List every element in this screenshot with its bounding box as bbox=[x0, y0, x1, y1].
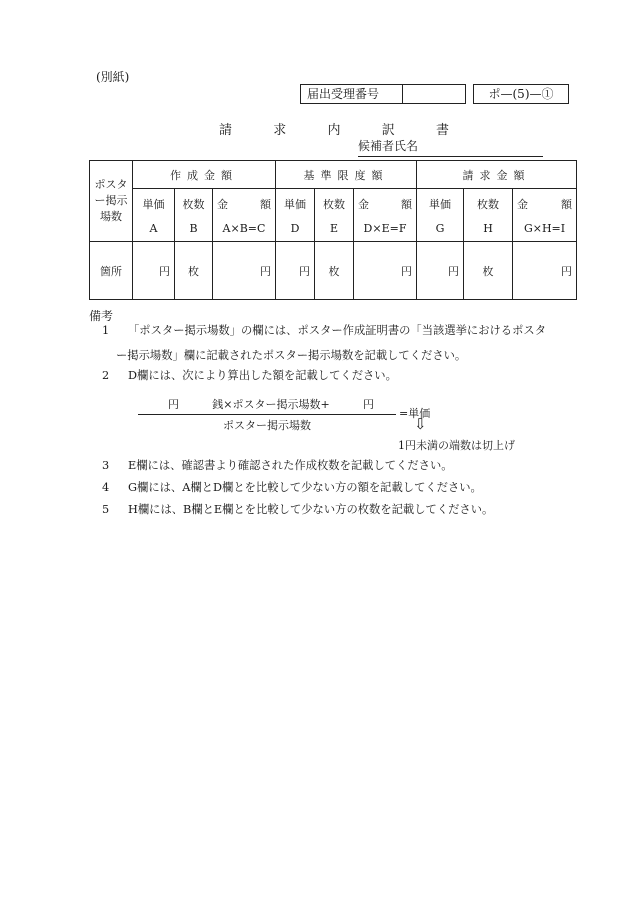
entry-cell-g[interactable]: 円 bbox=[417, 242, 464, 300]
title-char: 書 bbox=[435, 123, 449, 138]
subheader-top: 単価 bbox=[142, 197, 165, 211]
entry-cell-f[interactable]: 円 bbox=[354, 242, 417, 300]
subheader-top: 金 bbox=[517, 197, 529, 211]
subheader-bottom: D bbox=[290, 221, 300, 235]
rounding-note: 1円未満の端数は切上げ bbox=[398, 439, 515, 452]
title-char: 訳 bbox=[381, 123, 395, 138]
entry-cell-c[interactable]: 円 bbox=[213, 242, 276, 300]
subheader-bottom: B bbox=[189, 221, 198, 235]
group-claim-amount: 請求金額 bbox=[417, 161, 577, 189]
subheader-bottom: H bbox=[483, 221, 493, 235]
title-char: 内 bbox=[327, 123, 341, 138]
note-text: E欄には、確認書より確認された作成枚数を記載してください。 bbox=[128, 459, 453, 472]
subheader-cell bbox=[464, 189, 513, 242]
subheader-top: 枚数 bbox=[323, 197, 345, 211]
form-code-box: ポ—(5)—① bbox=[473, 84, 569, 104]
title-char: 求 bbox=[273, 123, 287, 138]
subheader-bottom: D×E=F bbox=[363, 221, 407, 235]
subheader-top: 額 bbox=[260, 197, 271, 211]
down-arrow-icon: ⇩ bbox=[414, 415, 427, 433]
notes-heading: 備考 bbox=[89, 309, 114, 323]
subheader-cell bbox=[315, 189, 354, 242]
row-header-line: 場数 bbox=[100, 210, 122, 223]
note-number: 1 bbox=[102, 324, 110, 337]
formula-denominator: ポスター掲示場数 bbox=[223, 419, 311, 432]
row-header-line: ー掲示 bbox=[94, 194, 128, 207]
entry-cell-b[interactable]: 枚 bbox=[175, 242, 213, 300]
note-continuation: ー掲示場数」欄に記載されたポスター掲示場数を記載してください。 bbox=[116, 349, 467, 362]
subheader-top: 額 bbox=[401, 197, 413, 211]
document-title bbox=[219, 119, 449, 138]
entry-cell-i[interactable]: 円 bbox=[513, 242, 577, 300]
subheader-top: 単価 bbox=[429, 197, 452, 211]
subheader-bottom: A bbox=[149, 221, 158, 235]
note-text: 「ポスター掲示場数」の欄には、ポスター作成証明書の「当該選挙におけるポスタ bbox=[128, 324, 546, 337]
note-number: 4 bbox=[102, 481, 110, 494]
unit-price-formula bbox=[138, 396, 396, 433]
note-item bbox=[102, 325, 546, 336]
subheader-cell bbox=[133, 189, 175, 242]
formula-result: =単価 bbox=[399, 407, 431, 420]
entry-cell-d[interactable]: 円 bbox=[276, 242, 315, 300]
note-item bbox=[102, 482, 482, 493]
note-item bbox=[102, 460, 453, 471]
group-standard-limit: 基準限度額 bbox=[276, 161, 417, 189]
subheader-bottom: A×B=C bbox=[222, 221, 266, 235]
row-header-cell bbox=[90, 161, 133, 242]
receipt-number-label: 届出受理番号 bbox=[301, 85, 403, 103]
formula-sen-term: 銭×ポスター掲示場数+ bbox=[212, 398, 330, 411]
subheader-top: 枚数 bbox=[182, 197, 205, 211]
formula-yen: 円 bbox=[168, 398, 179, 411]
subheader-bottom: E bbox=[329, 221, 339, 235]
candidate-name-field[interactable]: 候補者氏名 bbox=[358, 137, 543, 157]
note-number: 5 bbox=[102, 503, 110, 516]
subheader-top: 金 bbox=[358, 197, 369, 211]
subheader-bottom: G×H=I bbox=[523, 221, 566, 235]
receipt-number-box bbox=[300, 84, 466, 104]
subheader-cell bbox=[417, 189, 464, 242]
note-text: H欄には、B欄とE欄とを比較して少ない方の枚数を記載してください。 bbox=[128, 503, 494, 516]
formula-yen: 円 bbox=[363, 398, 374, 411]
note-text: G欄には、A欄とD欄とを比較して少ない方の額を記載してください。 bbox=[128, 481, 482, 494]
entry-cell-a[interactable]: 円 bbox=[133, 242, 175, 300]
note-number: 2 bbox=[102, 369, 110, 382]
subheader-cell bbox=[354, 189, 417, 242]
row-header-line: ポスタ bbox=[94, 178, 128, 191]
note-item bbox=[102, 370, 397, 381]
subheader-top: 単価 bbox=[284, 197, 306, 211]
subheader-bottom: G bbox=[435, 221, 445, 235]
subheader-top: 金 bbox=[217, 197, 228, 211]
receipt-number-field[interactable] bbox=[403, 85, 465, 103]
subheader-cell bbox=[276, 189, 315, 242]
unit-label-cell: 箇所 bbox=[90, 242, 133, 300]
note-text: D欄には、次により算出した額を記載してください。 bbox=[128, 369, 397, 382]
subheader-cell bbox=[513, 189, 577, 242]
subheader-top: 額 bbox=[561, 197, 573, 211]
title-char: 請 bbox=[219, 123, 233, 138]
entry-cell-h[interactable]: 枚 bbox=[464, 242, 513, 300]
group-production-amount: 作成金額 bbox=[133, 161, 276, 189]
entry-cell-e[interactable]: 枚 bbox=[315, 242, 354, 300]
subheader-top: 枚数 bbox=[477, 197, 500, 211]
subheader-cell bbox=[213, 189, 276, 242]
note-item bbox=[102, 504, 493, 515]
note-number: 3 bbox=[102, 459, 110, 472]
attachment-label: (別紙) bbox=[96, 70, 130, 84]
subheader-cell bbox=[175, 189, 213, 242]
breakdown-table bbox=[89, 160, 577, 300]
